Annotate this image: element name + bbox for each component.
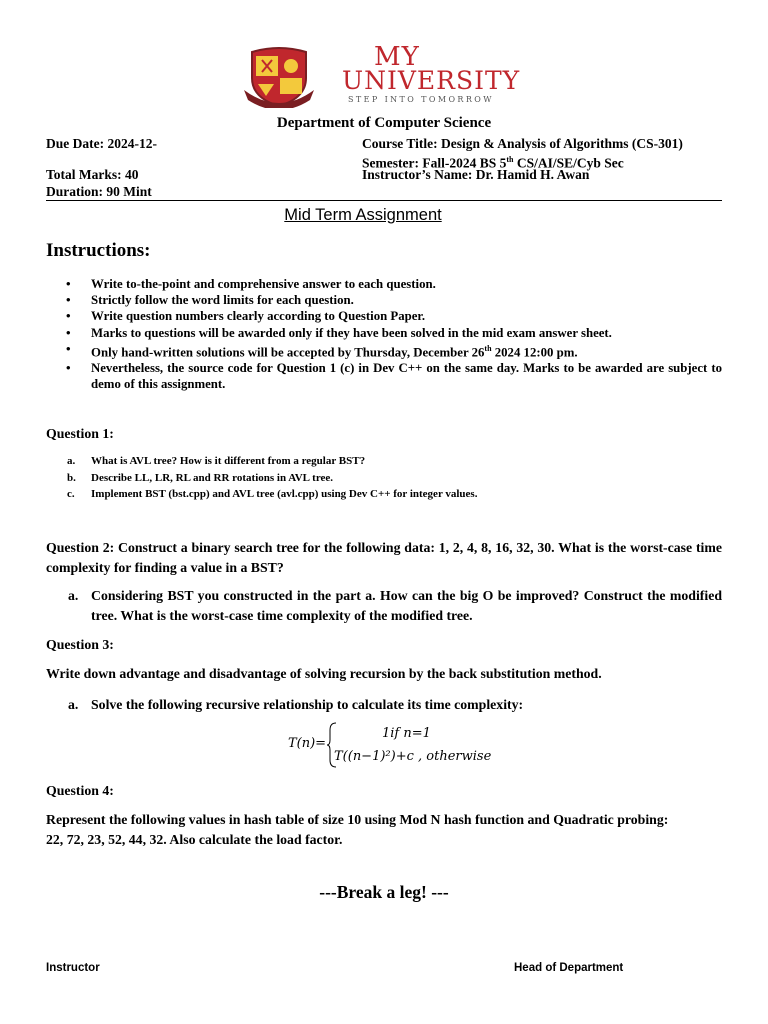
question3-part-a — [68, 695, 722, 715]
instruction-item: • Strictly follow the word limits for each question. — [46, 292, 722, 308]
part-text: Considering BST you constructed in the part a. How can the big O be improved? Construct the modified tree. What is the worst-case time complexity of the modified tree. — [91, 588, 722, 623]
deadline-text: Only hand-written solutions will be accepted by Thursday, December 26 — [91, 345, 485, 360]
part-text: Implement BST (bst.cpp) and AVL tree (avl.cpp) using Dev C++ for integer values. — [91, 488, 478, 500]
duration: Duration: 90 Mint — [46, 184, 152, 199]
instruction-item: • Marks to questions will be awarded only if they have been solved in the mid exam answer sheet. — [46, 325, 722, 341]
closing-line: ---Break a leg! --- — [319, 882, 449, 902]
part-marker: c. — [67, 488, 75, 500]
question1-part — [46, 470, 722, 487]
total-marks: Total Marks: 40 — [46, 167, 139, 182]
question2-part-a — [68, 586, 722, 626]
part-text: Describe LL, LR, RL and RR rotations in AVL tree. — [91, 471, 334, 484]
instructions-list — [46, 276, 722, 393]
footer-hod: Head of Department — [514, 962, 624, 974]
instruction-item-deadline — [46, 341, 722, 360]
department-name: Department of Computer Science — [276, 115, 492, 131]
equation-case2: T((n−1)²)+c , otherwise — [334, 749, 492, 764]
part-marker: b. — [67, 471, 76, 484]
question3-heading: Question 3: — [46, 637, 114, 652]
deadline-time: 2024 12:00 pm. — [491, 345, 578, 360]
logo-name-line1: MY — [374, 42, 420, 72]
question3-text: Write down advantage and disadvantage of solving recursion by the back substitution method. — [46, 666, 602, 681]
semester-sup: th — [506, 155, 514, 164]
instructions-heading: Instructions: — [46, 240, 151, 261]
question2-text: Question 2: Construct a binary search tree for the following data: 1, 2, 4, 8, 16, 32, 30. What is the worst-case time complexity for finding a value in a BST? — [46, 540, 722, 575]
header-divider — [46, 200, 722, 201]
part-marker: a. — [68, 588, 79, 603]
question1-heading: Question 1: — [46, 426, 114, 441]
due-date: Due Date: 2024-12- — [46, 136, 157, 151]
semester-programs: CS/AI/SE/Cyb Sec — [513, 155, 624, 171]
instruction-item: • Nevertheless, the source code for Question 1 (c) in Dev C++ on the same day. Marks to be awarded are subject to demo of this assignment. — [46, 360, 722, 392]
equation-lhs: T(n)= — [288, 736, 327, 751]
instruction-item: • Write to-the-point and comprehensive answer to each question. — [46, 276, 722, 292]
logo-tagline: STEP INTO TOMORROW — [348, 95, 494, 104]
deadline-sup: th — [484, 343, 492, 353]
instruction-item: • Write question numbers clearly according to Question Paper. — [46, 308, 722, 324]
part-text: What is AVL tree? How is it different from a regular BST? — [91, 455, 366, 467]
question1-part — [46, 453, 722, 470]
question4-text: Represent the following values in hash table of size 10 using Mod N hash function and Quadratic probing: 22, 72, 23, 52, 44, 32. Also calculate the load factor. — [46, 812, 669, 847]
crest-icon — [244, 44, 314, 108]
university-logo — [244, 44, 526, 108]
equation-case1: 1if n=1 — [382, 726, 431, 741]
part-text: Solve the following recursive relationship to calculate its time complexity: — [91, 697, 524, 712]
question1-part — [46, 486, 722, 503]
question4-heading: Question 4: — [46, 783, 114, 798]
instructor-name: Instructor’s Name: Dr. Hamid H. Awan — [362, 167, 590, 182]
semester-text: Semester: Fall-2024 BS 5 — [362, 155, 507, 171]
question1-parts — [46, 453, 722, 503]
part-marker: a. — [68, 697, 79, 712]
logo-name-line2: UNIVERSITY — [342, 66, 521, 95]
part-marker: a. — [67, 455, 76, 467]
footer-instructor: Instructor — [46, 962, 100, 974]
course-title: Course Title: Design & Analysis of Algorithms (CS-301) — [362, 136, 683, 151]
assignment-title: Mid Term Assignment — [284, 206, 442, 224]
